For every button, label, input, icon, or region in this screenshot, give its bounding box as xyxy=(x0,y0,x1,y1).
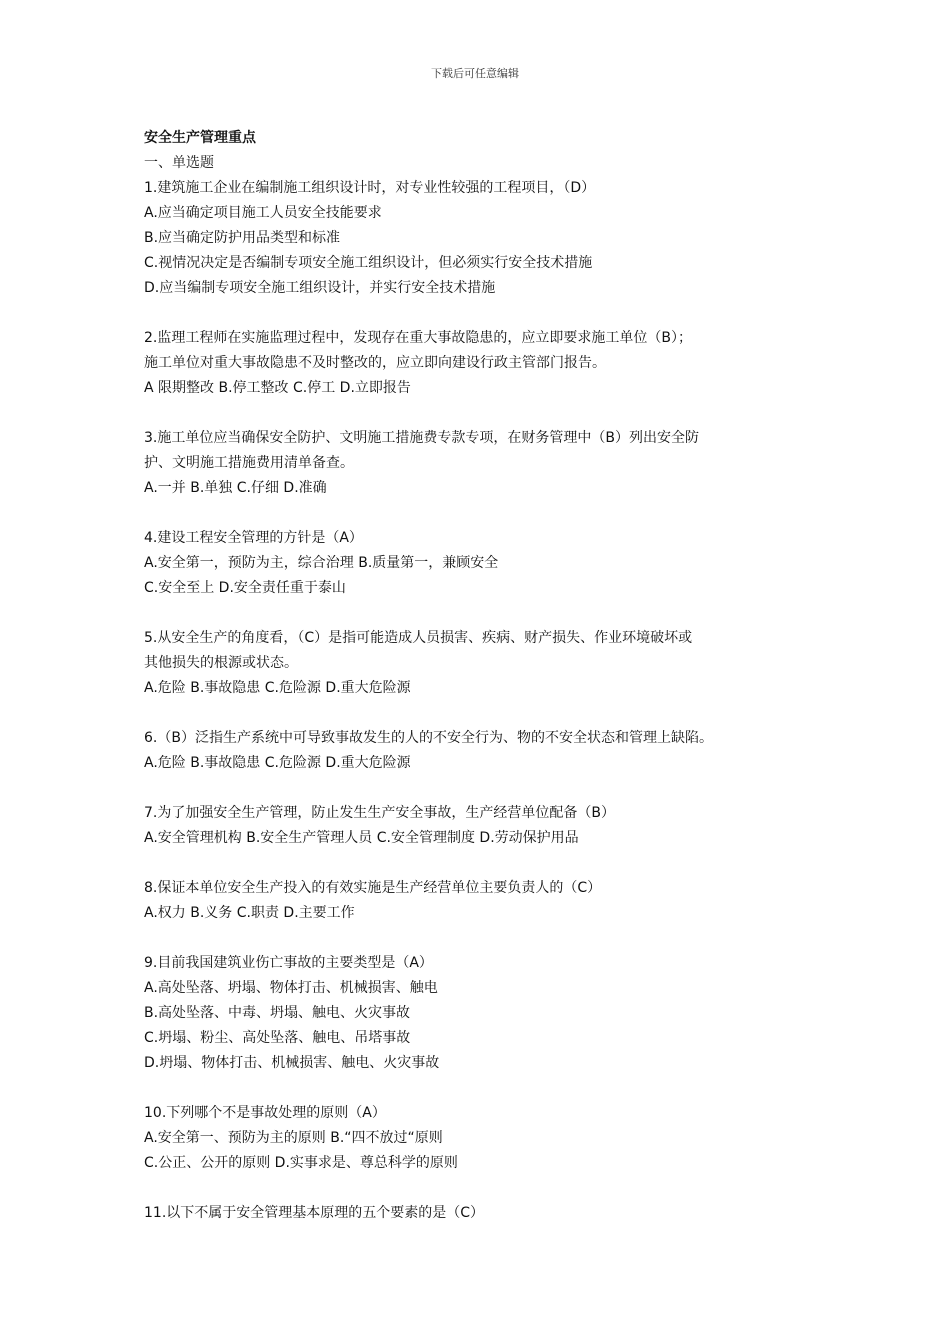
question-item xyxy=(144,951,834,1076)
document-body xyxy=(144,126,834,1226)
question-item xyxy=(144,1201,834,1226)
question-stem-line: 8.保证本单位安全生产投入的有效实施是生产经营单位主要负责人的（C） xyxy=(144,880,602,896)
question-item xyxy=(144,426,834,501)
question-option-line: C.安全至上 D.安全责任重于泰山 xyxy=(144,580,346,596)
question-option-line: C.视情况决定是否编制专项安全施工组织设计，但必须实行安全技术措施 xyxy=(144,255,593,271)
question-option-line: D.应当编制专项安全施工组织设计，并实行安全技术措施 xyxy=(144,280,496,296)
question-item xyxy=(144,626,834,701)
question-option-line: B.高处坠落、中毒、坍塌、触电、火灾事故 xyxy=(144,1005,411,1021)
question-stem-line: 施工单位对重大事故隐患不及时整改的，应立即向建设行政主管部门报告。 xyxy=(144,355,606,371)
question-option-line: A.危险 B.事故隐患 C.危险源 D.重大危险源 xyxy=(144,680,411,696)
question-stem-line: 4.建设工程安全管理的方针是（A） xyxy=(144,530,363,546)
question-list xyxy=(144,176,834,1226)
question-option-line: A.一并 B.单独 C.仔细 D.准确 xyxy=(144,480,327,496)
question-item xyxy=(144,726,834,776)
question-stem-line: 7.为了加强安全生产管理，防止发生生产安全事故，生产经营单位配备（B） xyxy=(144,805,615,821)
question-stem-line: 3.施工单位应当确保安全防护、文明施工措施费专款专项，在财务管理中（B）列出安全防 xyxy=(144,430,699,446)
question-stem-line: 10.下列哪个不是事故处理的原则（A） xyxy=(144,1105,386,1121)
question-option-line: A.权力 B.义务 C.职责 D.主要工作 xyxy=(144,905,355,921)
question-item xyxy=(144,801,834,851)
question-item xyxy=(144,176,834,301)
question-option-line: D.坍塌、物体打击、机械损害、触电、火灾事故 xyxy=(144,1055,440,1071)
question-stem-line: 11.以下不属于安全管理基本原理的五个要素的是（C） xyxy=(144,1205,485,1221)
question-item xyxy=(144,526,834,601)
question-option-line: A.安全第一、预防为主的原则 B.“四不放过“原则 xyxy=(144,1130,443,1146)
page-header-note: 下载后可任意编辑 xyxy=(431,67,519,80)
question-stem-line: 5.从安全生产的角度看，（C）是指可能造成人员损害、疾病、财产损失、作业环境破坏或 xyxy=(144,630,693,646)
question-stem-line: 其他损失的根源或状态。 xyxy=(144,655,298,671)
question-stem-line: 1.建筑施工企业在编制施工组织设计时，对专业性较强的工程项目，（D） xyxy=(144,180,596,196)
document-title: 安全生产管理重点 xyxy=(144,130,256,146)
question-option-line: A.安全第一，预防为主，综合治理 B.质量第一，兼顾安全 xyxy=(144,555,499,571)
question-option-line: A.应当确定项目施工人员安全技能要求 xyxy=(144,205,382,221)
question-item xyxy=(144,876,834,926)
question-option-line: B.应当确定防护用品类型和标准 xyxy=(144,230,341,246)
question-option-line: A.安全管理机构 B.安全生产管理人员 C.安全管理制度 D.劳动保护用品 xyxy=(144,830,579,846)
question-stem-line: 9.目前我国建筑业伤亡事故的主要类型是（A） xyxy=(144,955,433,971)
question-stem-line: 6.（B）泛指生产系统中可导致事故发生的人的不安全行为、物的不安全状态和管理上缺陷。 xyxy=(144,730,713,746)
section-title: 一、单选题 xyxy=(144,155,214,171)
question-item xyxy=(144,1101,834,1176)
question-stem-line: 2.监理工程师在实施监理过程中，发现存在重大事故隐患的，应立即要求施工单位（B）； xyxy=(144,330,692,346)
question-option-line: A 限期整改 B.停工整改 C.停工 D.立即报告 xyxy=(144,380,411,396)
question-option-line: A.高处坠落、坍塌、物体打击、机械损害、触电 xyxy=(144,980,438,996)
question-option-line: C.公正、公开的原则 D.实事求是、尊总科学的原则 xyxy=(144,1155,458,1171)
question-option-line: C.坍塌、粉尘、高处坠落、触电、吊塔事故 xyxy=(144,1030,411,1046)
question-option-line: A.危险 B.事故隐患 C.危险源 D.重大危险源 xyxy=(144,755,411,771)
question-stem-line: 护、文明施工措施费用清单备查。 xyxy=(144,455,354,471)
question-item xyxy=(144,326,834,401)
